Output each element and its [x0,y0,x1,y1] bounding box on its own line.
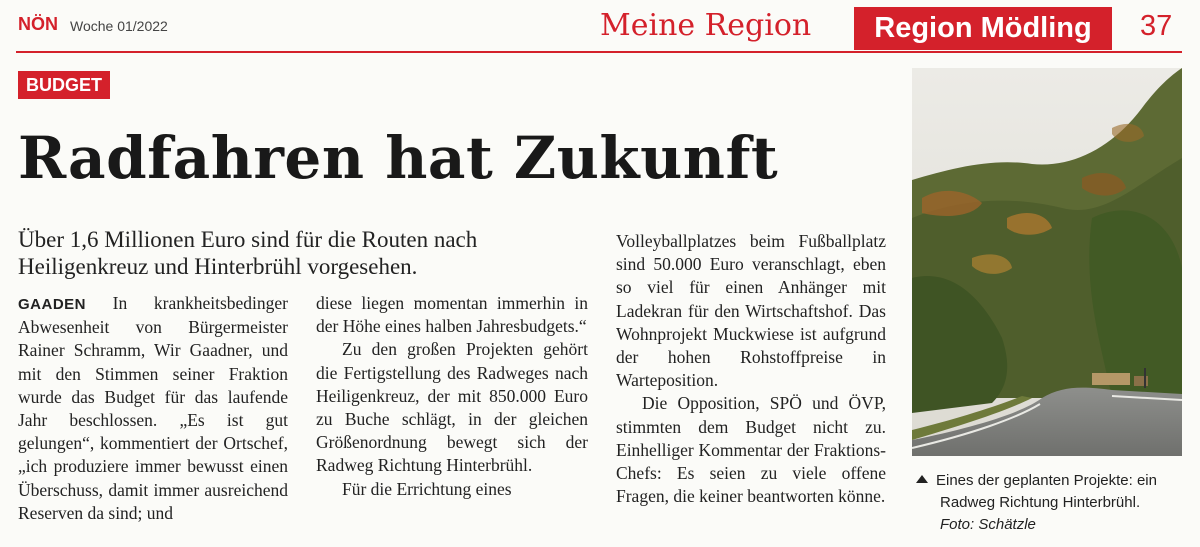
topic-tag: BUDGET [18,71,110,99]
header-rule [16,51,1182,53]
photo-credit: Foto: Schätzle [940,516,1036,533]
photo-caption [916,470,1186,536]
article-column-3 [616,230,886,508]
newspaper-logo: NÖN [18,14,58,34]
page-number: 37 [1140,10,1173,42]
article-headline: Radfahren hat Zukunft [18,124,779,192]
article-column-2 [316,292,588,501]
column-1-text: In krankheitsbedinger Abwesenheit von Bürgermeister Rainer Schramm, Wir Gaadner, und mit den Stimmen seiner Fraktion wurde das Budget für das laufende Jahr beschlossen. „Es ist gut gelungen“, kommentiert der Ortschef, „ich produziere immer bewusst einen Überschuss, damit immer ausreichend Reserven da sind; und [18,293,288,523]
column-2-paragraph: Zu den großen Projekten gehört die Fertigstellung des Radweges nach Heiligenkreuz, der mit 850.000 Euro zu Buche schlägt, in der gleichen Größenordnung bewegt sich der Radweg Richtung Hinterbrühl. [316,339,588,476]
column-2-paragraph: diese liegen momentan immerhin in der Höhe eines halben Jahresbudgets.“ [316,293,588,337]
page-header [0,0,1200,54]
column-3-paragraph: Volleyballplatzes beim Fußballplatz sind 50.000 Euro veranschlagt, eben so viel für einen Anhänger mit Ladekran für den Wirtschaftshof. Das Wohnprojekt Muckwiese ist aufgrund der hohen Rohstoffpreise in Warteposition. [616,231,886,391]
column-2-paragraph: Für die Errichtung eines [342,478,512,499]
dateline: GAADEN [18,296,87,313]
issue-week: Woche 01/2022 [70,18,168,34]
article-photo [912,68,1182,456]
caption-arrow-icon [916,475,928,483]
caption-text-line-1: Eines der geplanten Projekte: ein [936,472,1157,489]
article-lead: Über 1,6 Millionen Euro sind für die Routen nach Heiligenkreuz und Hinterbrühl vorgesehen. [18,227,478,279]
section-title: Meine Region [600,8,812,43]
caption-text-line-2: Radweg Richtung Hinterbrühl. [940,494,1141,511]
article-column-1 [18,292,288,525]
region-banner: Region Mödling [854,7,1112,50]
column-3-paragraph: Die Opposition, SPÖ und ÖVP, stimmten dem Budget nicht zu. Einhelliger Kommentar der Fraktions-Chefs: Es seien zu viele offene Fragen, die keiner beantworten könne. [616,393,886,507]
